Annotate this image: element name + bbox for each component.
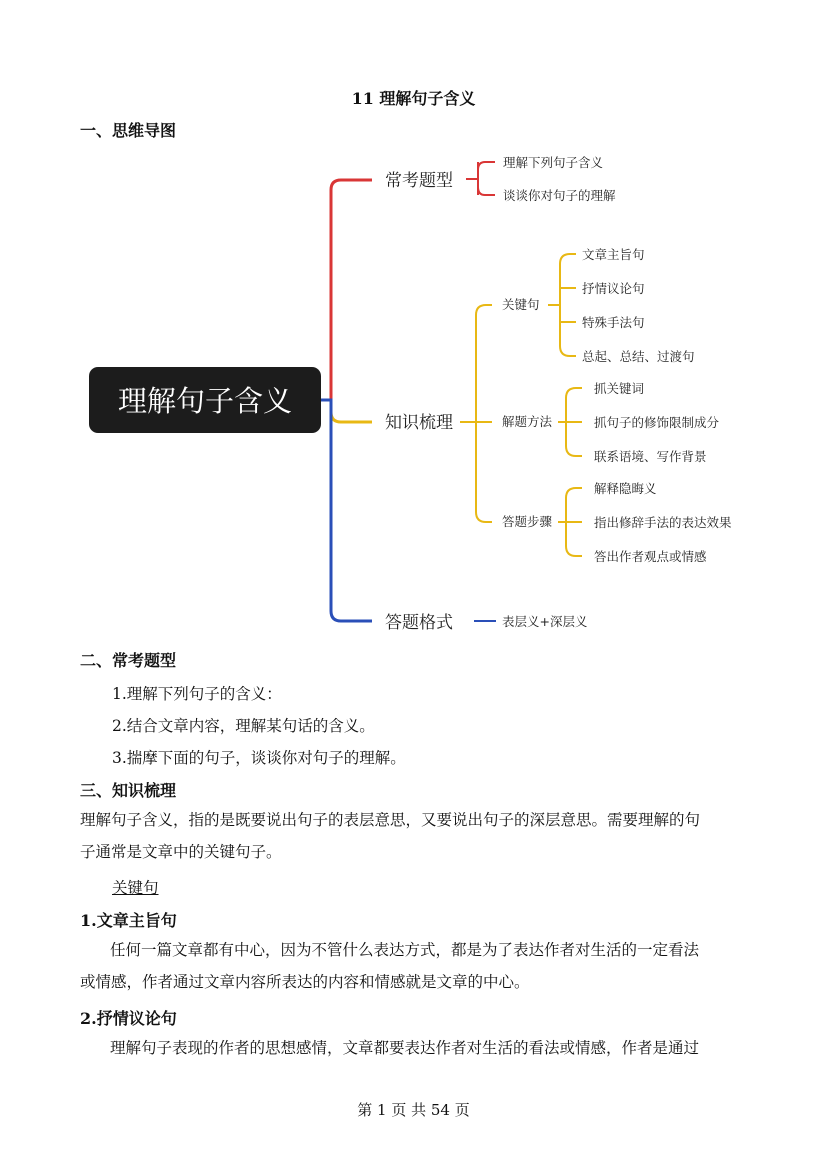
branch2-fork [460, 305, 492, 522]
sub3-label: 答题步骤 [502, 514, 553, 529]
branch3-label: 答题格式 [385, 613, 453, 633]
mindmap-root-label: 理解句子含义 [117, 384, 293, 418]
intro-line-1: 理解句子含义，指的是既要说出句子的表层意思，又要说出句子的深层意思。需要理解的句 [80, 811, 701, 829]
key-sentence-label: 关键句 [112, 879, 159, 897]
branch1-item-2: 谈谈你对句子的理解 [503, 188, 616, 203]
page-footer: 第 1 页 共 54 页 [357, 1101, 470, 1119]
paragraph-1-line-2: 或情感，作者通过文章内容所表达的内容和情感就是文章的中心。 [80, 973, 530, 991]
paragraph-1-line-1: 任何一篇文章都有中心，因为不管什么表达方式，都是为了表达作者对生活的一定看法 [110, 941, 700, 959]
sub1-label: 关键句 [502, 297, 540, 312]
section-heading-mindmap: 一、思维导图 [80, 121, 177, 140]
branch2-label: 知识梳理 [385, 413, 453, 433]
sub1-item-3: 特殊手法句 [582, 315, 645, 330]
sub2-item-2: 抓句子的修饰限制成分 [594, 415, 720, 430]
sub2-item-3: 联系语境、写作背景 [594, 449, 707, 464]
sub3-fork [558, 488, 582, 556]
heading-lyric-sentence: 2.抒情议论句 [80, 1009, 177, 1028]
sub1-item-1: 文章主旨句 [582, 247, 645, 262]
branch1-label: 常考题型 [385, 171, 453, 191]
sub3-item-1: 解释隐晦义 [594, 481, 657, 496]
document-title: 11 理解句子含义 [351, 89, 476, 108]
paragraph-2-line-1: 理解句子表现的作者的思想感情，文章都要表达作者对生活的看法或情感，作者是通过 [110, 1039, 700, 1057]
section-heading-questions: 二、常考题型 [80, 651, 177, 670]
question-3: 3.揣摩下面的句子，谈谈你对句子的理解。 [112, 749, 406, 767]
sub3-item-2: 指出修辞手法的表达效果 [594, 515, 732, 530]
branch3-item: 表层义+深层义 [502, 614, 588, 629]
section-heading-knowledge: 三、知识梳理 [80, 781, 177, 800]
intro-line-2: 子通常是文章中的关键句子。 [80, 843, 282, 861]
sub2-label: 解题方法 [502, 414, 553, 429]
branch1-ticks [485, 162, 495, 195]
question-2: 2.结合文章内容，理解某句话的含义。 [112, 717, 375, 735]
heading-main-idea-sentence: 1.文章主旨句 [80, 911, 177, 930]
branch3-connector [321, 400, 372, 621]
sub1-item-4: 总起、总结、过渡句 [582, 349, 695, 364]
sub1-fork [548, 254, 576, 356]
sub1-item-2: 抒情议论句 [582, 281, 645, 296]
branch1-fork [466, 162, 485, 195]
question-1: 1.理解下列句子的含义： [112, 685, 282, 703]
branch1-item-1: 理解下列句子含义 [503, 155, 604, 170]
sub2-item-1: 抓关键词 [594, 381, 645, 396]
branch2-connector [321, 400, 372, 422]
mind-map [0, 140, 827, 660]
sub3-item-3: 答出作者观点或情感 [594, 549, 707, 564]
branch1-connector [321, 180, 372, 400]
sub2-fork [558, 388, 582, 456]
